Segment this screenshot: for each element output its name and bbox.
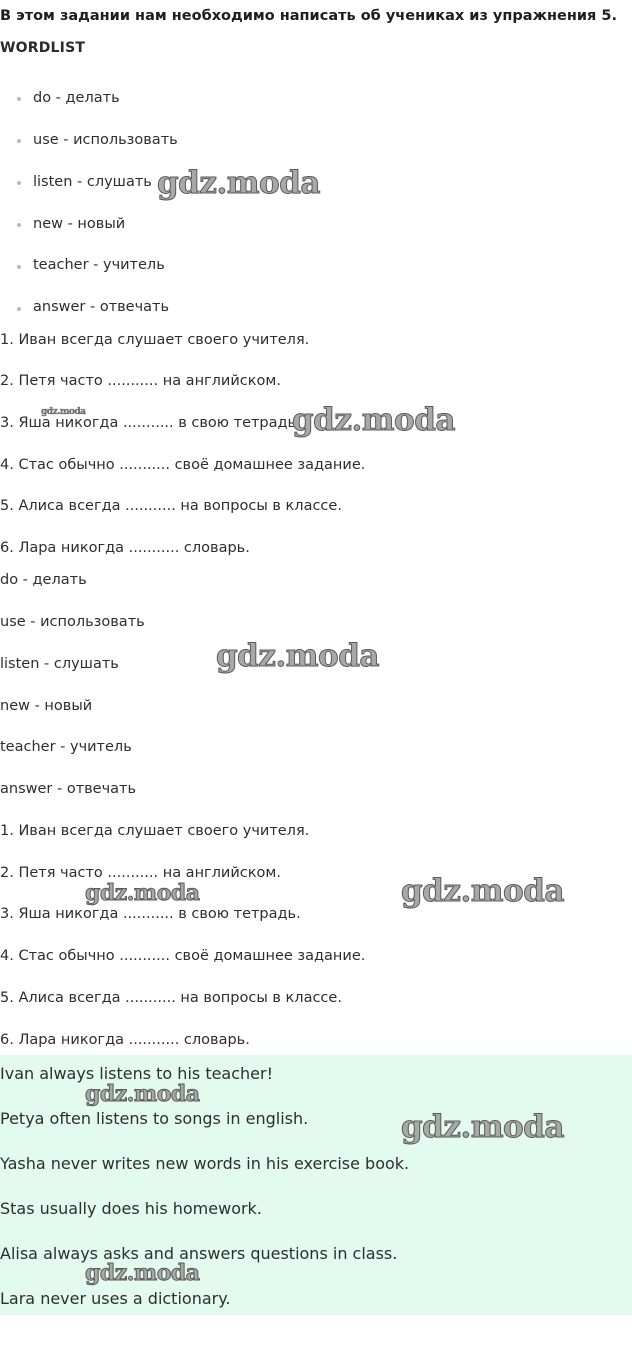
sentence: 1. Иван всегда слушает своего учителя.: [0, 823, 310, 839]
watermark: gdz.moda: [85, 1260, 200, 1286]
answer-line: Petya often listens to songs in english.: [0, 1109, 309, 1128]
bullet-icon: [17, 265, 21, 269]
watermark: gdz.moda: [401, 1109, 564, 1145]
watermark: gdz.moda: [401, 873, 564, 909]
bullet-icon: [17, 181, 21, 185]
bullet-icon: [17, 223, 21, 227]
watermark: gdz.moda: [41, 407, 86, 417]
watermark: gdz.moda: [292, 402, 455, 438]
sentence: 2. Петя часто ........... на английском.: [0, 373, 281, 389]
sentence: 3. Яша никогда ........... в свою тетрадь.: [0, 415, 301, 431]
watermark: gdz.moda: [85, 1081, 200, 1107]
answer-line: Yasha never writes new words in his exercise book.: [0, 1154, 410, 1173]
wordlist-item: new - новый: [33, 216, 126, 232]
answer-line: Alisa always asks and answers questions in class.: [0, 1244, 398, 1263]
watermark: gdz.moda: [216, 638, 379, 674]
wordlist-item: answer - отвечать: [33, 299, 170, 315]
sentence: 4. Стас обычно ........... своё домашнее задание.: [0, 457, 366, 473]
intro-text: В этом задании нам необходимо написать об учениках из упражнения 5.: [0, 8, 617, 24]
wordlist-item: listen - слушать: [33, 174, 152, 190]
wordlist-item: use - использовать: [33, 132, 178, 148]
sentence: 5. Алиса всегда ........... на вопросы в классе.: [0, 990, 342, 1006]
bullet-icon: [17, 139, 21, 143]
bullet-icon: [17, 307, 21, 311]
wordlist-plain-item: answer - отвечать: [0, 781, 137, 797]
wordlist-plain-item: teacher - учитель: [0, 739, 132, 755]
answer-line: Ivan always listens to his teacher!: [0, 1064, 274, 1083]
sentence: 6. Лара никогда ........... словарь.: [0, 540, 250, 556]
bullet-icon: [17, 97, 21, 101]
answer-line: Stas usually does his homework.: [0, 1199, 262, 1218]
wordlist-plain-item: use - использовать: [0, 614, 145, 630]
wordlist-plain-item: listen - слушать: [0, 656, 119, 672]
answer-line: Lara never uses a dictionary.: [0, 1289, 231, 1308]
watermark: gdz.moda: [85, 880, 200, 906]
watermark: gdz.moda: [157, 165, 320, 201]
sentence: 5. Алиса всегда ........... на вопросы в классе.: [0, 498, 342, 514]
sentence: 1. Иван всегда слушает своего учителя.: [0, 332, 310, 348]
sentence: 2. Петя часто ........... на английском.: [0, 865, 281, 881]
wordlist-plain-item: new - новый: [0, 698, 93, 714]
sentence: 6. Лара никогда ........... словарь.: [0, 1032, 250, 1048]
sentence: 4. Стас обычно ........... своё домашнее задание.: [0, 948, 366, 964]
wordlist-heading: WORDLIST: [0, 40, 86, 56]
wordlist-item: do - делать: [33, 90, 120, 106]
wordlist-item: teacher - учитель: [33, 257, 165, 273]
wordlist-plain-item: do - делать: [0, 572, 87, 588]
sentence: 3. Яша никогда ........... в свою тетрадь.: [0, 906, 301, 922]
